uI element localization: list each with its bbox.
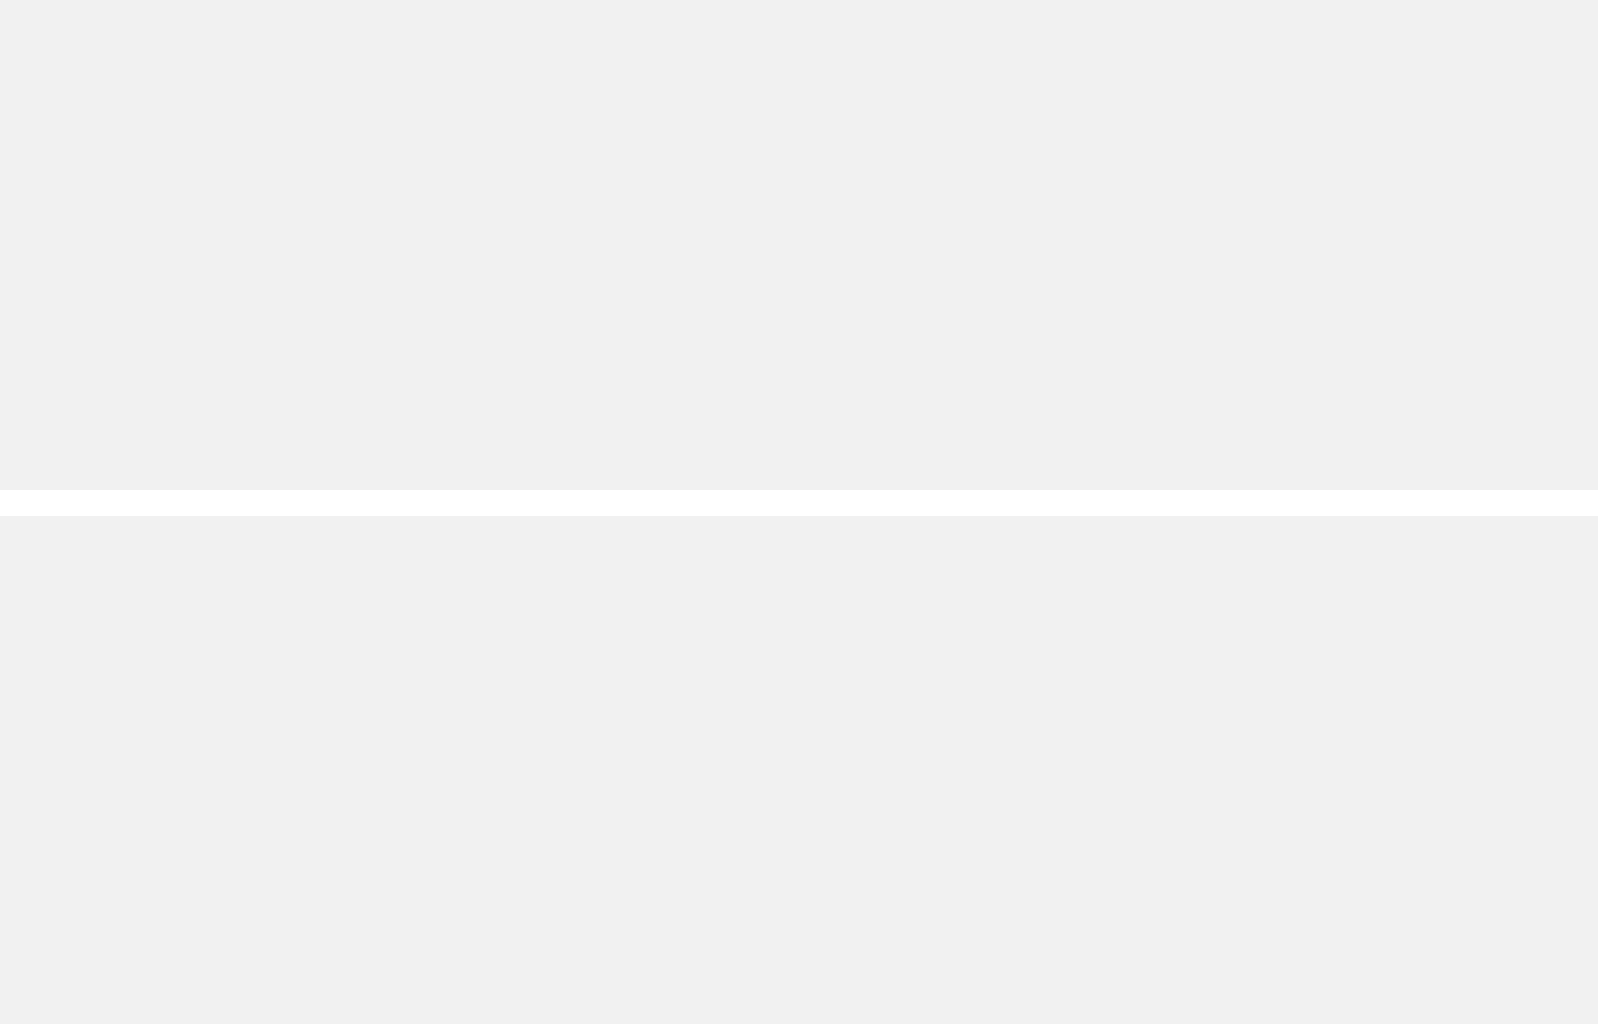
week-schedule-page (48, 568, 1520, 962)
week-overview-page (48, 62, 1520, 450)
spiral-binding (0, 468, 1598, 560)
